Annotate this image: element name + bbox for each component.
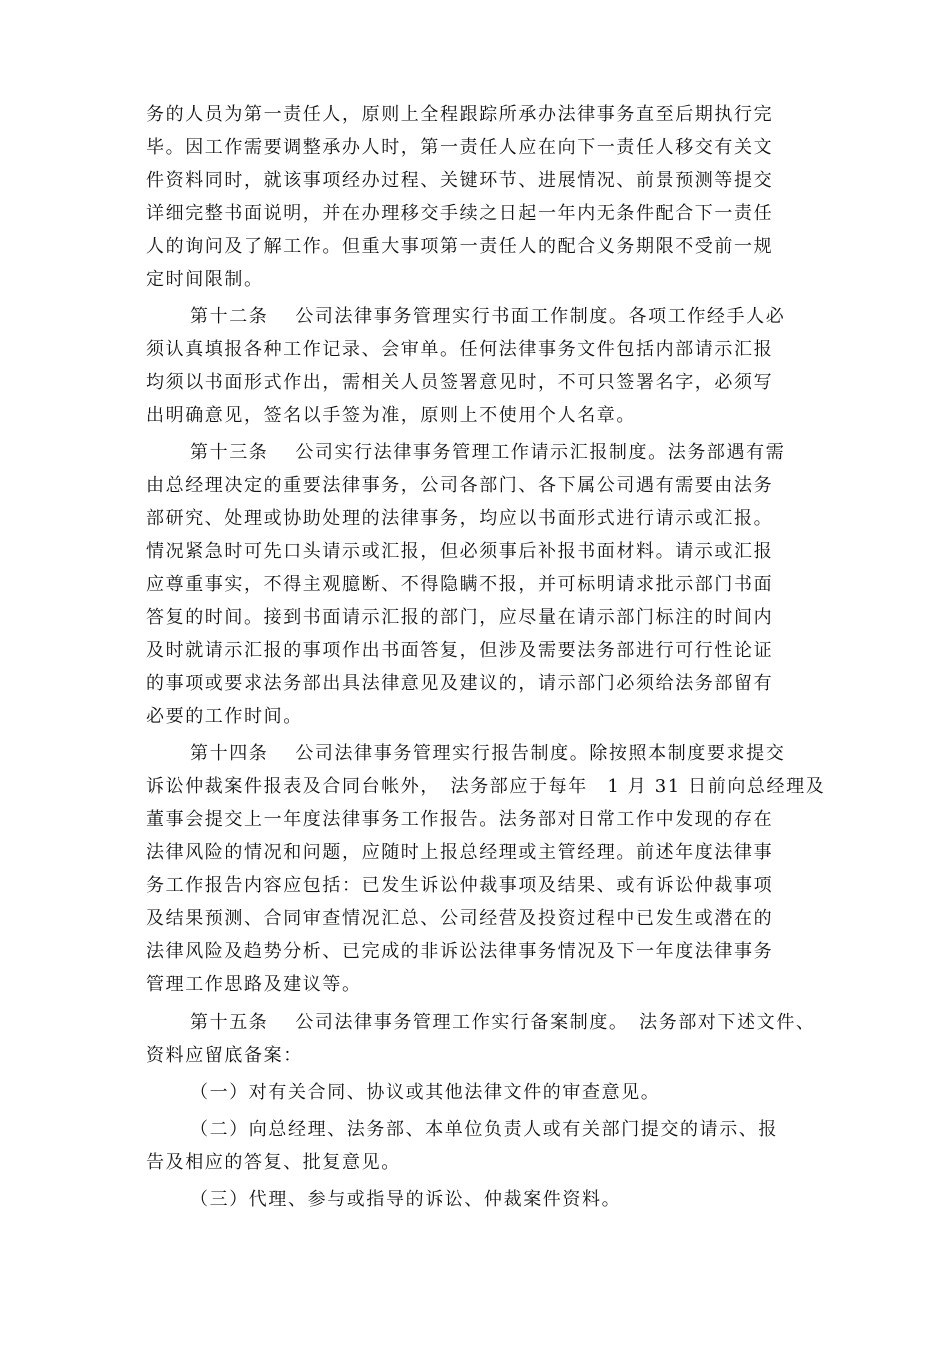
- text-line: 必要的工作时间。: [146, 706, 303, 727]
- text-line: 诉讼仲裁案件报表及合同台帐外， 法务部应于每年 1 月 31 日前向总经理及: [146, 776, 826, 797]
- text-line: 由总经理决定的重要法律事务，公司各部门、各下属公司遇有需要由法务: [146, 475, 774, 496]
- text-line: 的事项或要求法务部出具法律意见及建议的，请示部门必须给法务部留有: [146, 673, 774, 694]
- text-line: 务的人员为第一责任人，原则上全程跟踪所承办法律事务直至后期执行完: [146, 104, 774, 125]
- text-line: 须认真填报各种工作记录、会审单。任何法律事务文件包括内部请示汇报: [146, 339, 774, 360]
- text-line: 均须以书面形式作出，需相关人员签署意见时，不可只签署名字，必须写: [146, 372, 774, 393]
- article-15-heading-line: 第十五条 公司法律事务管理工作实行备案制度。 法务部对下述文件、: [190, 1012, 816, 1033]
- article-14-heading-line: 第十四条 公司法律事务管理实行报告制度。除按照本制度要求提交: [190, 743, 786, 764]
- text-line: 资料应留底备案：: [146, 1045, 303, 1066]
- text-line: 董事会提交上一年度法律事务工作报告。法务部对日常工作中发现的存在: [146, 809, 774, 830]
- list-item-1: （一）对有关合同、协议或其他法律文件的审查意见。: [190, 1082, 661, 1103]
- text-line: 法律风险及趋势分析、已完成的非诉讼法律事务情况及下一年度法律事务: [146, 941, 774, 962]
- list-item-2: （二）向总经理、法务部、本单位负责人或有关部门提交的请示、报: [190, 1119, 778, 1140]
- text-line: 及时就请示汇报的事项作出书面答复，但涉及需要法务部进行可行性论证: [146, 640, 774, 661]
- text-line: 法律风险的情况和问题，应随时上报总经理或主管经理。前述年度法律事: [146, 842, 774, 863]
- text-line: 件资料同时，就该事项经办过程、关键环节、进展情况、前景预测等提交: [146, 170, 774, 191]
- article-12-heading-line: 第十二条 公司法律事务管理实行书面工作制度。各项工作经手人必: [190, 306, 786, 327]
- text-line: 情况紧急时可先口头请示或汇报，但必须事后补报书面材料。请示或汇报: [146, 541, 774, 562]
- text-line: 人的询问及了解工作。但重大事项第一责任人的配合义务期限不受前一规: [146, 236, 774, 257]
- text-line: 部研究、处理或协助处理的法律事务，均应以书面形式进行请示或汇报。: [146, 508, 774, 529]
- article-13-heading-line: 第十三条 公司实行法律事务管理工作请示汇报制度。法务部遇有需: [190, 442, 786, 463]
- text-line: 及结果预测、合同审查情况汇总、公司经营及投资过程中已发生或潜在的: [146, 908, 774, 929]
- text-line: 务工作报告内容应包括：已发生诉讼仲裁事项及结果、或有诉讼仲裁事项: [146, 875, 774, 896]
- text-line: 告及相应的答复、批复意见。: [146, 1152, 401, 1173]
- text-line: 应尊重事实，不得主观臆断、不得隐瞒不报，并可标明请求批示部门书面: [146, 574, 774, 595]
- text-line: 毕。因工作需要调整承办人时，第一责任人应在向下一责任人移交有关文: [146, 137, 774, 158]
- text-line: 定时间限制。: [146, 269, 264, 290]
- text-line: 出明确意见，签名以手签为准，原则上不使用个人名章。: [146, 405, 636, 426]
- text-line: 管理工作思路及建议等。: [146, 974, 362, 995]
- text-line: 答复的时间。接到书面请示汇报的部门，应尽量在请示部门标注的时间内: [146, 607, 774, 628]
- text-line: 详细完整书面说明，并在办理移交手续之日起一年内无条件配合下一责任: [146, 203, 774, 224]
- list-item-3: （三）代理、参与或指导的诉讼、仲裁案件资料。: [190, 1189, 622, 1210]
